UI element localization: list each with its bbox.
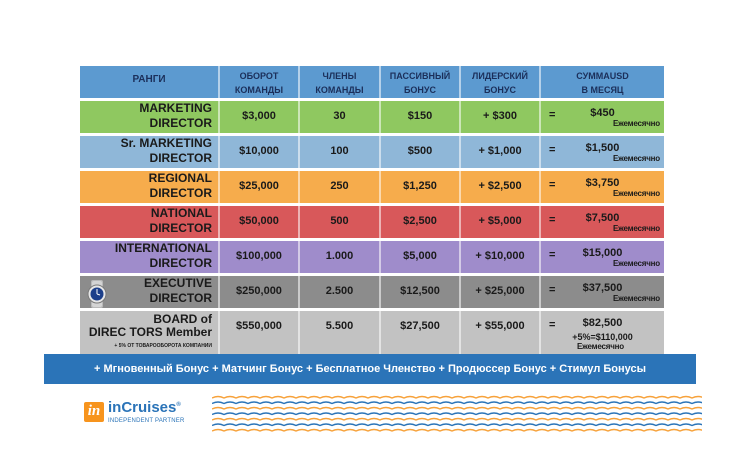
header-rank: РАНГИ <box>80 66 220 98</box>
wave-line <box>212 402 702 404</box>
wave-line <box>212 408 702 410</box>
rank-table <box>80 66 664 361</box>
header-leader: ЛИДЕРСКИЙ БОНУС <box>461 66 541 98</box>
wave-line <box>212 424 702 426</box>
header-members: ЧЛЕНЫ КОМАНДЫ <box>300 66 381 98</box>
wave-line <box>212 419 702 421</box>
table-header <box>80 66 664 98</box>
wave-pattern-icon <box>212 393 702 439</box>
table-row: INTERNATIONAL DIRECTOR $100,000 1.000 $5,000 + $10,000 = $15,000 Ежемесячно <box>80 241 664 273</box>
table-row: MARKETING DIRECTOR $3,000 30 $150 + $300 = $450 Ежемесячно <box>80 101 664 133</box>
incruises-logo: in inCruises® INDEPENDENT PARTNER <box>84 397 184 427</box>
table-row: BOARD of DIREC TORS Member + 5% ОТ ТОВАРООБОРОТА КОМПАНИИ $550,000 5.500 $27,500 + $55,000 = $82,500 +5%=$110,000 Ежемесячно <box>80 311 664 361</box>
header-total: СУММАUSD В МЕСЯЦ <box>576 71 629 95</box>
wave-line <box>212 430 702 432</box>
header-passive: ПАССИВНЫЙ БОНУС <box>381 66 461 98</box>
logo-name: inCruises <box>108 399 177 416</box>
table-row: NATIONAL DIRECTOR $50,000 500 $2,500 + $5,000 = $7,500 Ежемесячно <box>80 206 664 238</box>
table-row: EXECUTIVE DIRECTOR $250,000 2.500 $12,500 + $25,000 = $37,500 Ежемесячно <box>80 276 664 308</box>
header-turnover: ОБОРОТ КОМАНДЫ <box>220 66 300 98</box>
logo-subtitle: INDEPENDENT PARTNER <box>108 418 185 424</box>
bonus-banner: + Мгновенный Бонус + Матчинг Бонус + Бесплатное Членство + Продюссер Бонус + Стимул Бонусы <box>44 354 696 384</box>
table-row: REGIONAL DIRECTOR $25,000 250 $1,250 + $2,500 = $3,750 Ежемесячно <box>80 171 664 203</box>
wristwatch-icon <box>82 280 112 308</box>
table-row: Sr. MARKETING DIRECTOR $10,000 100 $500 + $1,000 = $1,500 Ежемесячно <box>80 136 664 168</box>
wave-line <box>212 413 702 415</box>
wave-line <box>212 397 702 399</box>
logo-mark: in <box>84 402 104 422</box>
